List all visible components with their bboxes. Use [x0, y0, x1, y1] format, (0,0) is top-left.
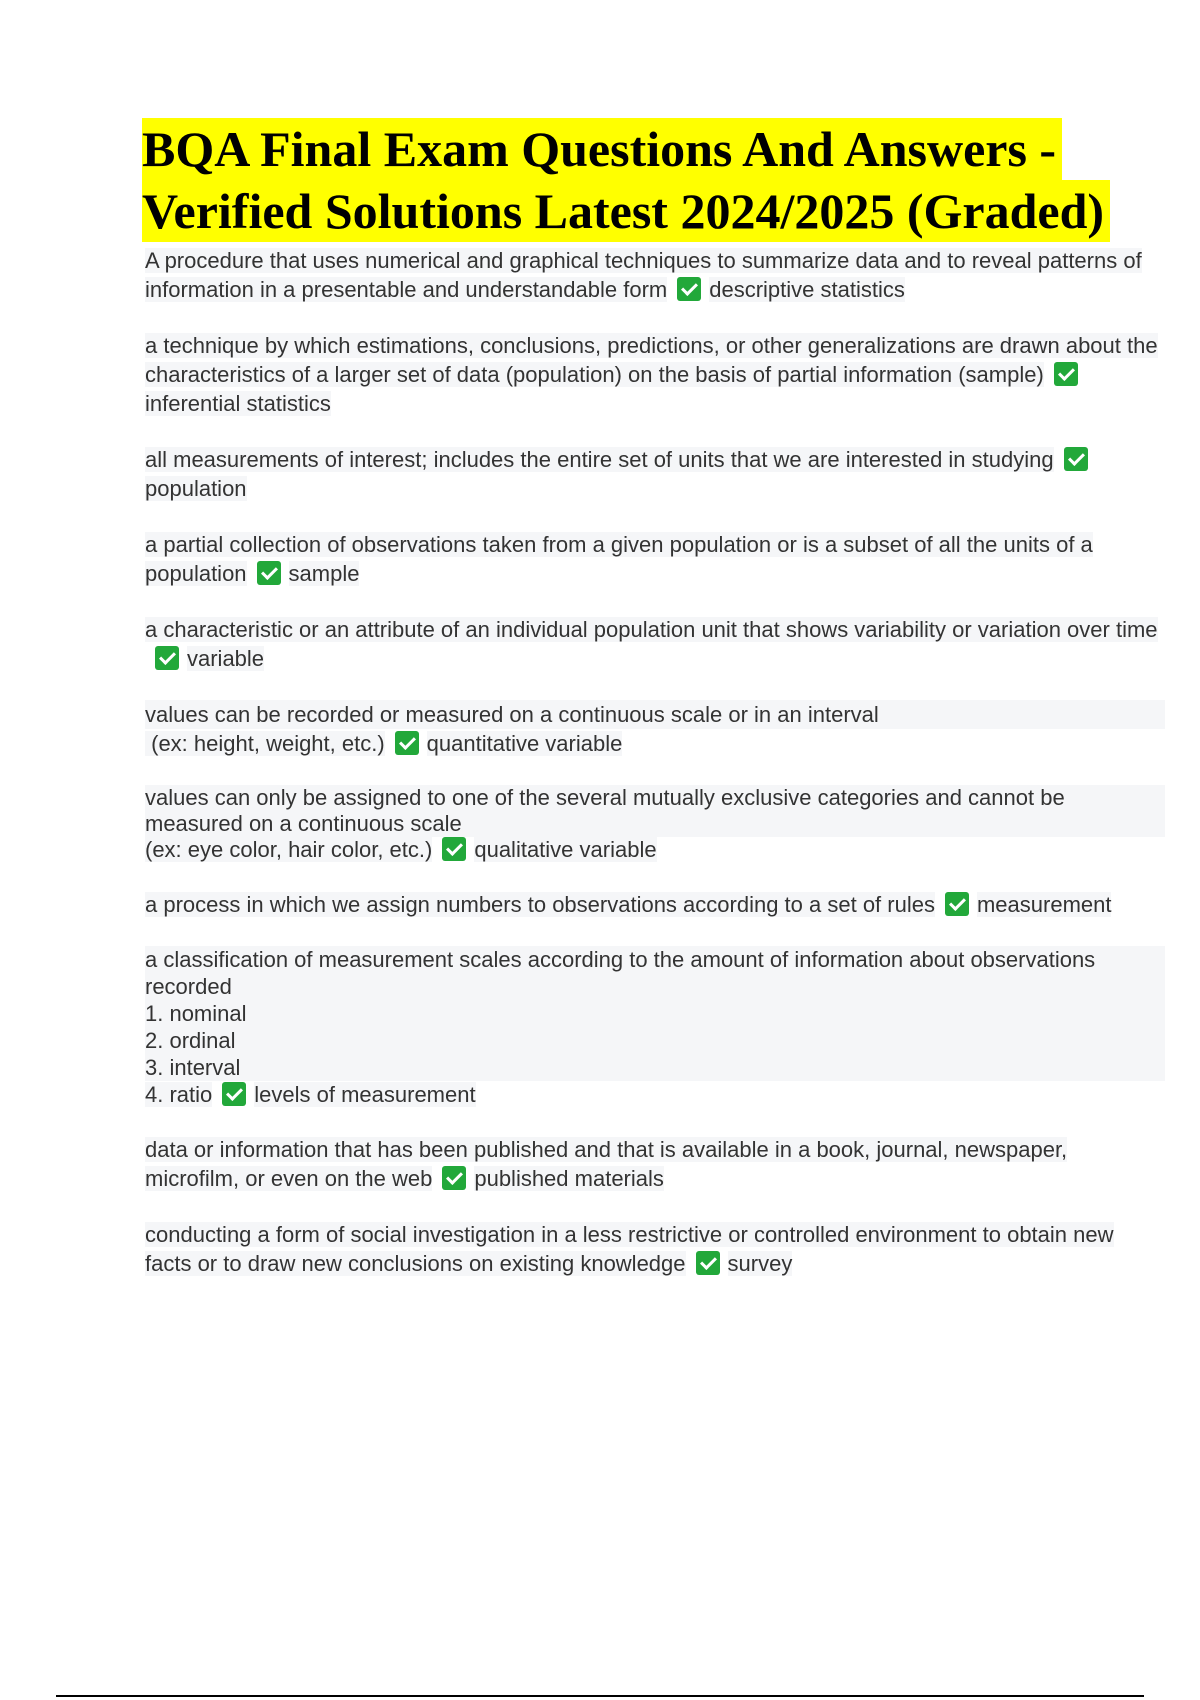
question-text: a technique by which estimations, conclusions, predictions, or other generalizations are drawn about the characteristics of a larger set of data (population) on the basis of partial information (sample): [145, 333, 1158, 387]
question-text: a characteristic or an attribute of an individual population unit that shows variability or variation over time: [145, 617, 1158, 642]
check-box-icon: [1064, 447, 1088, 471]
qa-item: [145, 1135, 1165, 1193]
answer-text: levels of measurement: [254, 1082, 476, 1107]
question-line: a classification of measurement scales according to the amount of information about observations recorded: [145, 946, 1165, 1000]
check-box-icon: [442, 837, 466, 861]
qa-item: [145, 530, 1165, 588]
qa-item: [145, 785, 1165, 863]
question-text: a process in which we assign numbers to observations according to a set of rules: [145, 892, 935, 917]
qa-item: [145, 946, 1165, 1108]
question-text: conducting a form of social investigation in a less restrictive or controlled environment to obtain new facts or to draw new conclusions on existing knowledge: [145, 1222, 1114, 1276]
answer-text: sample: [288, 561, 360, 586]
answer-text: survey: [727, 1251, 793, 1276]
answer-text: population: [145, 476, 247, 501]
answer-text: inferential statistics: [145, 391, 331, 416]
question-line: 4. ratio: [145, 1082, 213, 1107]
check-box-icon: [222, 1082, 246, 1106]
question-line: values can only be assigned to one of the several mutually exclusive categories and cannot be measured on a continuous scale: [145, 785, 1165, 837]
document-title: [142, 118, 1172, 242]
qa-item: [145, 615, 1165, 673]
question-text: A procedure that uses numerical and graphical techniques to summarize data and to reveal patterns of information in a presentable and understandable form: [145, 248, 1142, 302]
check-box-icon: [677, 277, 701, 301]
question-line: 2. ordinal: [145, 1027, 1165, 1054]
title-line-1: BQA Final Exam Questions And Answers -: [142, 118, 1062, 180]
qa-list: [145, 246, 1165, 1305]
answer-text: measurement: [976, 892, 1112, 917]
qa-item: [145, 700, 1165, 758]
check-box-icon: [395, 731, 419, 755]
answer-text: variable: [187, 646, 265, 671]
answer-text: published materials: [474, 1166, 664, 1191]
title-line-2: Verified Solutions Latest 2024/2025 (Graded): [142, 180, 1110, 242]
question-line: (ex: height, weight, etc.): [145, 731, 385, 756]
footer-rule: [56, 1695, 1144, 1697]
qa-item: [145, 890, 1165, 919]
answer-text: quantitative variable: [426, 731, 623, 756]
question-line: (ex: eye color, hair color, etc.): [145, 837, 433, 862]
qa-item: [145, 331, 1165, 418]
answer-text: descriptive statistics: [709, 277, 905, 302]
question-text: data or information that has been published and that is available in a book, journal, newspaper, microfilm, or even on the web: [145, 1137, 1068, 1191]
check-box-icon: [155, 646, 179, 670]
check-box-icon: [945, 892, 969, 916]
answer-text: qualitative variable: [474, 837, 657, 862]
check-box-icon: [257, 561, 281, 585]
check-box-icon: [442, 1166, 466, 1190]
question-line: values can be recorded or measured on a continuous scale or in an interval: [145, 700, 1165, 729]
question-text: a partial collection of observations taken from a given population or is a subset of all the units of a population: [145, 532, 1093, 586]
question-text: all measurements of interest; includes the entire set of units that we are interested in studying: [145, 447, 1054, 472]
qa-item: [145, 246, 1165, 304]
question-line: 1. nominal: [145, 1000, 1165, 1027]
check-box-icon: [696, 1251, 720, 1275]
check-box-icon: [1054, 362, 1078, 386]
question-line: 3. interval: [145, 1054, 1165, 1081]
qa-item: [145, 445, 1165, 503]
qa-item: [145, 1220, 1165, 1278]
